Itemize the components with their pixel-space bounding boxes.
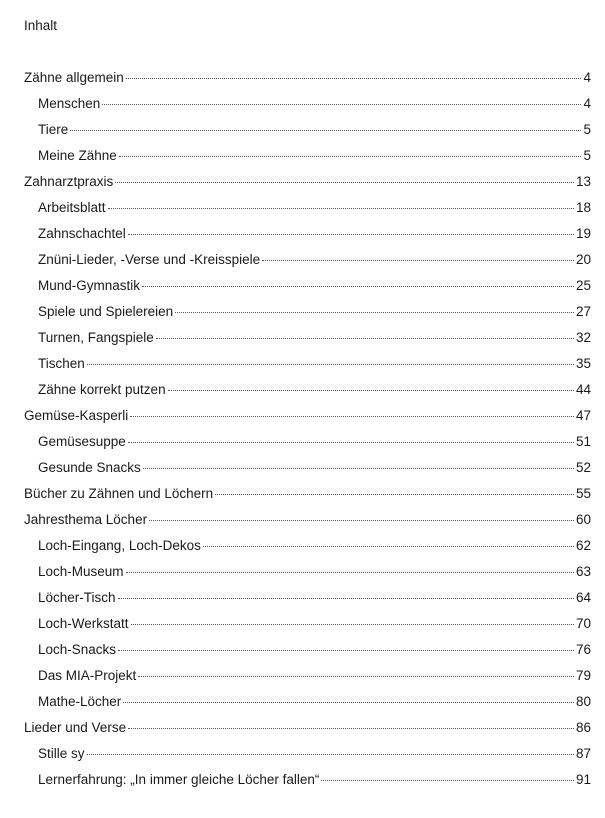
dot-leader xyxy=(70,130,581,131)
toc-entry[interactable] xyxy=(24,329,591,355)
dot-leader xyxy=(149,520,574,521)
toc-entry[interactable] xyxy=(24,511,591,537)
toc-entry-page: 51 xyxy=(575,434,591,449)
dot-leader xyxy=(131,624,574,625)
toc-entry[interactable] xyxy=(24,173,591,199)
dot-leader xyxy=(138,676,574,677)
dot-leader xyxy=(203,546,574,547)
toc-entry[interactable] xyxy=(24,563,591,589)
toc-entry-page: 47 xyxy=(575,408,591,423)
toc-entry-title: Zahnschachtel xyxy=(38,226,126,241)
toc-entry-page: 4 xyxy=(583,70,591,85)
dot-leader xyxy=(262,260,574,261)
toc-entry-page: 18 xyxy=(575,200,591,215)
toc-entry-title: Arbeitsblatt xyxy=(38,200,106,215)
toc-entry[interactable] xyxy=(24,199,591,225)
toc-entry-title: Menschen xyxy=(38,96,101,111)
toc-entry-page: 63 xyxy=(575,564,591,579)
toc-entry-title: Bücher zu Zähnen und Löchern xyxy=(24,486,214,501)
dot-leader xyxy=(128,442,574,443)
toc-entry-page: 20 xyxy=(575,252,591,267)
dot-leader xyxy=(115,182,574,183)
toc-entry[interactable] xyxy=(24,719,591,745)
toc-entry-page: 5 xyxy=(583,122,591,137)
toc-entry-title: Znüni-Lieder, -Verse und -Kreisspiele xyxy=(38,252,261,267)
toc-entry[interactable] xyxy=(24,459,591,485)
dot-leader xyxy=(87,364,574,365)
toc-entry-title: Lernerfahrung: „In immer gleiche Löcher fallen“ xyxy=(38,772,320,787)
dot-leader xyxy=(130,416,574,417)
toc-entry[interactable] xyxy=(24,147,591,173)
toc-entry-page: 79 xyxy=(575,668,591,683)
toc-entry-page: 35 xyxy=(575,356,591,371)
toc-entry-title: Tiere xyxy=(38,122,69,137)
toc-entry-page: 60 xyxy=(575,512,591,527)
toc-entry-page: 91 xyxy=(575,772,591,787)
toc-entry[interactable] xyxy=(24,277,591,303)
toc-heading: Inhalt xyxy=(24,18,58,33)
toc-entry-title: Gemüse-Kasperli xyxy=(24,408,129,423)
toc-entry-title: Lieder und Verse xyxy=(24,720,127,735)
toc-entry-page: 52 xyxy=(575,460,591,475)
toc-entry[interactable] xyxy=(24,589,591,615)
toc-entry[interactable] xyxy=(24,485,591,511)
dot-leader xyxy=(102,104,581,105)
toc-entry[interactable] xyxy=(24,667,591,693)
dot-leader xyxy=(126,572,574,573)
toc-entry-page: 76 xyxy=(575,642,591,657)
table-of-contents xyxy=(24,69,591,797)
dot-leader xyxy=(126,78,582,79)
toc-entry[interactable] xyxy=(24,381,591,407)
dot-leader xyxy=(321,780,574,781)
toc-entry-title: Meine Zähne xyxy=(38,148,117,163)
dot-leader xyxy=(215,494,574,495)
toc-entry-page: 87 xyxy=(575,746,591,761)
dot-leader xyxy=(128,234,574,235)
toc-entry[interactable] xyxy=(24,433,591,459)
dot-leader xyxy=(168,390,574,391)
toc-entry[interactable] xyxy=(24,771,591,797)
toc-entry-title: Turnen, Fangspiele xyxy=(38,330,154,345)
toc-entry-title: Jahresthema Löcher xyxy=(24,512,148,527)
toc-entry-title: Spiele und Spielereien xyxy=(38,304,174,319)
dot-leader xyxy=(123,702,574,703)
toc-entry-title: Zähne korrekt putzen xyxy=(38,382,166,397)
dot-leader xyxy=(142,286,574,287)
toc-entry-title: Stille sy xyxy=(38,746,85,761)
toc-entry-title: Loch-Eingang, Loch-Dekos xyxy=(38,538,201,553)
dot-leader xyxy=(118,650,574,651)
toc-entry-page: 4 xyxy=(583,96,591,111)
toc-entry-page: 5 xyxy=(583,148,591,163)
toc-entry[interactable] xyxy=(24,745,591,771)
toc-entry-page: 27 xyxy=(575,304,591,319)
toc-entry[interactable] xyxy=(24,693,591,719)
dot-leader xyxy=(143,468,574,469)
toc-entry-page: 44 xyxy=(575,382,591,397)
toc-entry[interactable] xyxy=(24,251,591,277)
dot-leader xyxy=(108,208,574,209)
toc-entry[interactable] xyxy=(24,69,591,95)
dot-leader xyxy=(87,754,574,755)
toc-entry-title: Loch-Museum xyxy=(38,564,124,579)
toc-entry-page: 25 xyxy=(575,278,591,293)
dot-leader xyxy=(128,728,574,729)
toc-entry-page: 86 xyxy=(575,720,591,735)
dot-leader xyxy=(119,156,582,157)
dot-leader xyxy=(156,338,574,339)
toc-entry[interactable] xyxy=(24,303,591,329)
toc-entry-title: Mund-Gymnastik xyxy=(38,278,141,293)
toc-entry[interactable] xyxy=(24,537,591,563)
toc-entry-page: 19 xyxy=(575,226,591,241)
toc-entry-title: Loch-Werkstatt xyxy=(38,616,129,631)
toc-entry-page: 80 xyxy=(575,694,591,709)
toc-entry[interactable] xyxy=(24,641,591,667)
dot-leader xyxy=(118,598,574,599)
toc-entry-title: Löcher-Tisch xyxy=(38,590,116,605)
toc-entry[interactable] xyxy=(24,225,591,251)
toc-entry-title: Das MIA-Projekt xyxy=(38,668,137,683)
toc-entry-page: 13 xyxy=(575,174,591,189)
dot-leader xyxy=(175,312,574,313)
toc-entry-title: Gemüsesuppe xyxy=(38,434,126,449)
toc-entry-title: Loch-Snacks xyxy=(38,642,117,657)
toc-entry-title: Gesunde Snacks xyxy=(38,460,141,475)
toc-entry[interactable] xyxy=(24,121,591,147)
toc-entry[interactable] xyxy=(24,407,591,433)
toc-entry[interactable] xyxy=(24,95,591,121)
toc-entry-title: Zähne allgemein xyxy=(24,70,124,85)
toc-entry-page: 62 xyxy=(575,538,591,553)
toc-entry[interactable] xyxy=(24,615,591,641)
toc-entry-page: 55 xyxy=(575,486,591,501)
toc-entry-page: 70 xyxy=(575,616,591,631)
toc-entry-page: 32 xyxy=(575,330,591,345)
toc-entry-title: Zahnarztpraxis xyxy=(24,174,114,189)
toc-entry-page: 64 xyxy=(575,590,591,605)
toc-entry-title: Tischen xyxy=(38,356,85,371)
toc-entry-title: Mathe-Löcher xyxy=(38,694,122,709)
toc-entry[interactable] xyxy=(24,355,591,381)
